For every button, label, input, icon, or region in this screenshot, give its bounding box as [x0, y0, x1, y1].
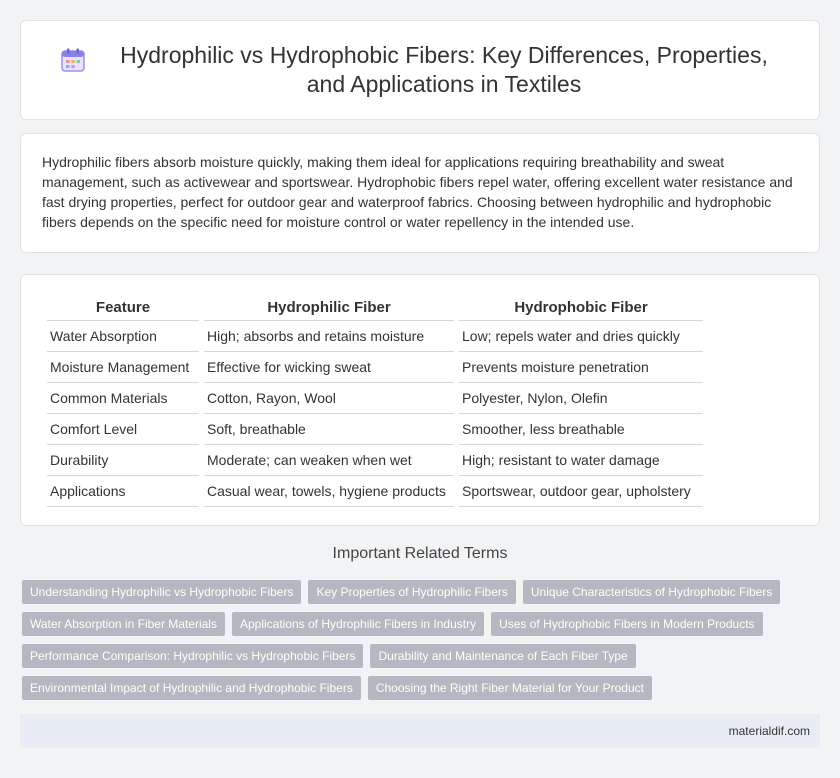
table-row	[47, 445, 703, 476]
related-tag[interactable]: Environmental Impact of Hydrophilic and Hydrophobic Fibers	[22, 676, 361, 700]
calendar-icon	[60, 47, 86, 73]
related-tag[interactable]: Choosing the Right Fiber Material for Your Product	[368, 676, 652, 700]
site-name[interactable]: materialdif.com	[728, 724, 810, 738]
intro-card	[20, 133, 820, 253]
related-tag[interactable]: Performance Comparison: Hydrophilic vs Hydrophobic Fibers	[22, 644, 363, 668]
related-tag[interactable]: Key Properties of Hydrophilic Fibers	[308, 580, 515, 604]
table-cell: Polyester, Nylon, Olefin	[459, 383, 703, 414]
related-terms-heading: Important Related Terms	[332, 545, 508, 562]
table-cell: Moisture Management	[47, 352, 199, 383]
table-cell: Smoother, less breathable	[459, 414, 703, 445]
table-row	[47, 321, 703, 352]
table-header-row	[47, 297, 703, 321]
intro-paragraph: Hydrophilic fibers absorb moisture quickly, making them ideal for applications requiring breathability and sweat management, such as activewear and sportswear. Hydrophobic fibers repel water, offering excellent water resistance and fast drying properties, perfect for outdoor gear and waterproof fabrics. Choosing between hydrophilic and hydrophobic fibers depends on the specific need for moisture control or water repellency in the intended use.	[42, 154, 793, 230]
table-cell: Durability	[47, 445, 199, 476]
table-cell: Effective for wicking sweat	[204, 352, 454, 383]
related-tag[interactable]: Unique Characteristics of Hydrophobic Fibers	[523, 580, 780, 604]
footer	[20, 714, 820, 748]
header-feature: Feature	[47, 297, 199, 321]
table-cell: Water Absorption	[47, 321, 199, 352]
related-tag[interactable]: Applications of Hydrophilic Fibers in Industry	[232, 612, 484, 636]
table-row	[47, 383, 703, 414]
table-row	[47, 414, 703, 445]
related-tag[interactable]: Water Absorption in Fiber Materials	[22, 612, 225, 636]
table-row	[47, 352, 703, 383]
table-row	[47, 476, 703, 507]
header-hydrophilic: Hydrophilic Fiber	[204, 297, 454, 321]
table-cell: Sportswear, outdoor gear, upholstery	[459, 476, 703, 507]
table-cell: Common Materials	[47, 383, 199, 414]
table-cell: High; resistant to water damage	[459, 445, 703, 476]
table-cell: Applications	[47, 476, 199, 507]
related-terms-tags	[22, 580, 822, 708]
header-hydrophobic: Hydrophobic Fiber	[459, 297, 703, 321]
table-cell: Prevents moisture penetration	[459, 352, 703, 383]
table-cell: Soft, breathable	[204, 414, 454, 445]
related-tag[interactable]: Understanding Hydrophilic vs Hydrophobic Fibers	[22, 580, 301, 604]
title-card	[20, 20, 820, 120]
table-cell: Comfort Level	[47, 414, 199, 445]
related-tag[interactable]: Uses of Hydrophobic Fibers in Modern Products	[491, 612, 762, 636]
table-cell: High; absorbs and retains moisture	[204, 321, 454, 352]
comparison-table-card	[20, 274, 820, 526]
table-cell: Low; repels water and dries quickly	[459, 321, 703, 352]
comparison-table	[42, 297, 708, 507]
related-tag[interactable]: Durability and Maintenance of Each Fiber Type	[370, 644, 635, 668]
page-title: Hydrophilic vs Hydrophobic Fibers: Key Differences, Properties, and Applications in Textiles	[120, 42, 768, 97]
table-cell: Casual wear, towels, hygiene products	[204, 476, 454, 507]
table-cell: Cotton, Rayon, Wool	[204, 383, 454, 414]
table-cell: Moderate; can weaken when wet	[204, 445, 454, 476]
